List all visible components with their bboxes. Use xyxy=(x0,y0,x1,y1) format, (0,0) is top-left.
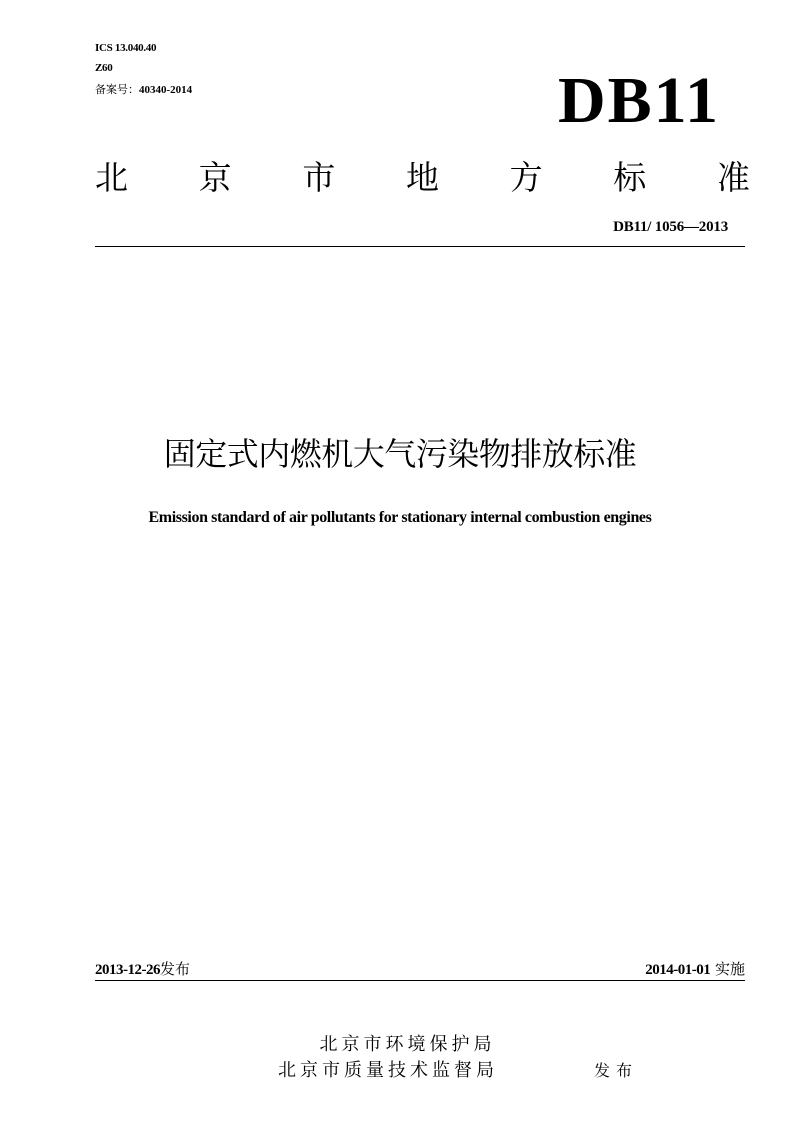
document-title-chinese: 固定式内燃机大气污染物排放标准 xyxy=(163,435,637,473)
header-divider xyxy=(95,246,745,247)
standard-type-heading xyxy=(95,158,750,198)
implement-date-value: 2014-01-01 xyxy=(645,962,711,978)
standard-type-char: 标 xyxy=(613,158,647,197)
db11-logo: DB11 xyxy=(557,64,720,137)
publish-date-label: 发布 xyxy=(160,960,191,978)
record-label: 备案号： xyxy=(95,83,139,96)
issuer-publish-label: 发布 xyxy=(594,1061,639,1080)
implement-date-label: 实施 xyxy=(714,960,745,978)
standard-type-char: 准 xyxy=(716,158,750,197)
document-title-english: Emission standard of air pollutants for stationary internal combustion engines xyxy=(148,509,652,526)
record-number xyxy=(95,83,192,97)
standard-number: DB11/ 1056—2013 xyxy=(613,219,728,235)
standard-type-char: 方 xyxy=(509,158,543,197)
standard-type-char: 京 xyxy=(198,158,232,197)
publish-date xyxy=(95,959,190,980)
standard-type-char: 地 xyxy=(405,158,439,197)
record-value: 40340-2014 xyxy=(139,84,193,96)
standard-type-char: 市 xyxy=(302,158,336,197)
issuer-quality-bureau: 北京市质量技术监督局 xyxy=(278,1060,498,1081)
ics-code: ICS 13.040.40 xyxy=(95,42,157,54)
classification-code: Z60 xyxy=(95,62,113,74)
issuer-environmental-bureau: 北京市环境保护局 xyxy=(319,1034,496,1055)
publish-date-value: 2013-12-26 xyxy=(95,962,160,978)
footer-divider xyxy=(95,980,745,981)
implement-date xyxy=(645,959,745,980)
standard-type-char: 北 xyxy=(95,158,128,197)
